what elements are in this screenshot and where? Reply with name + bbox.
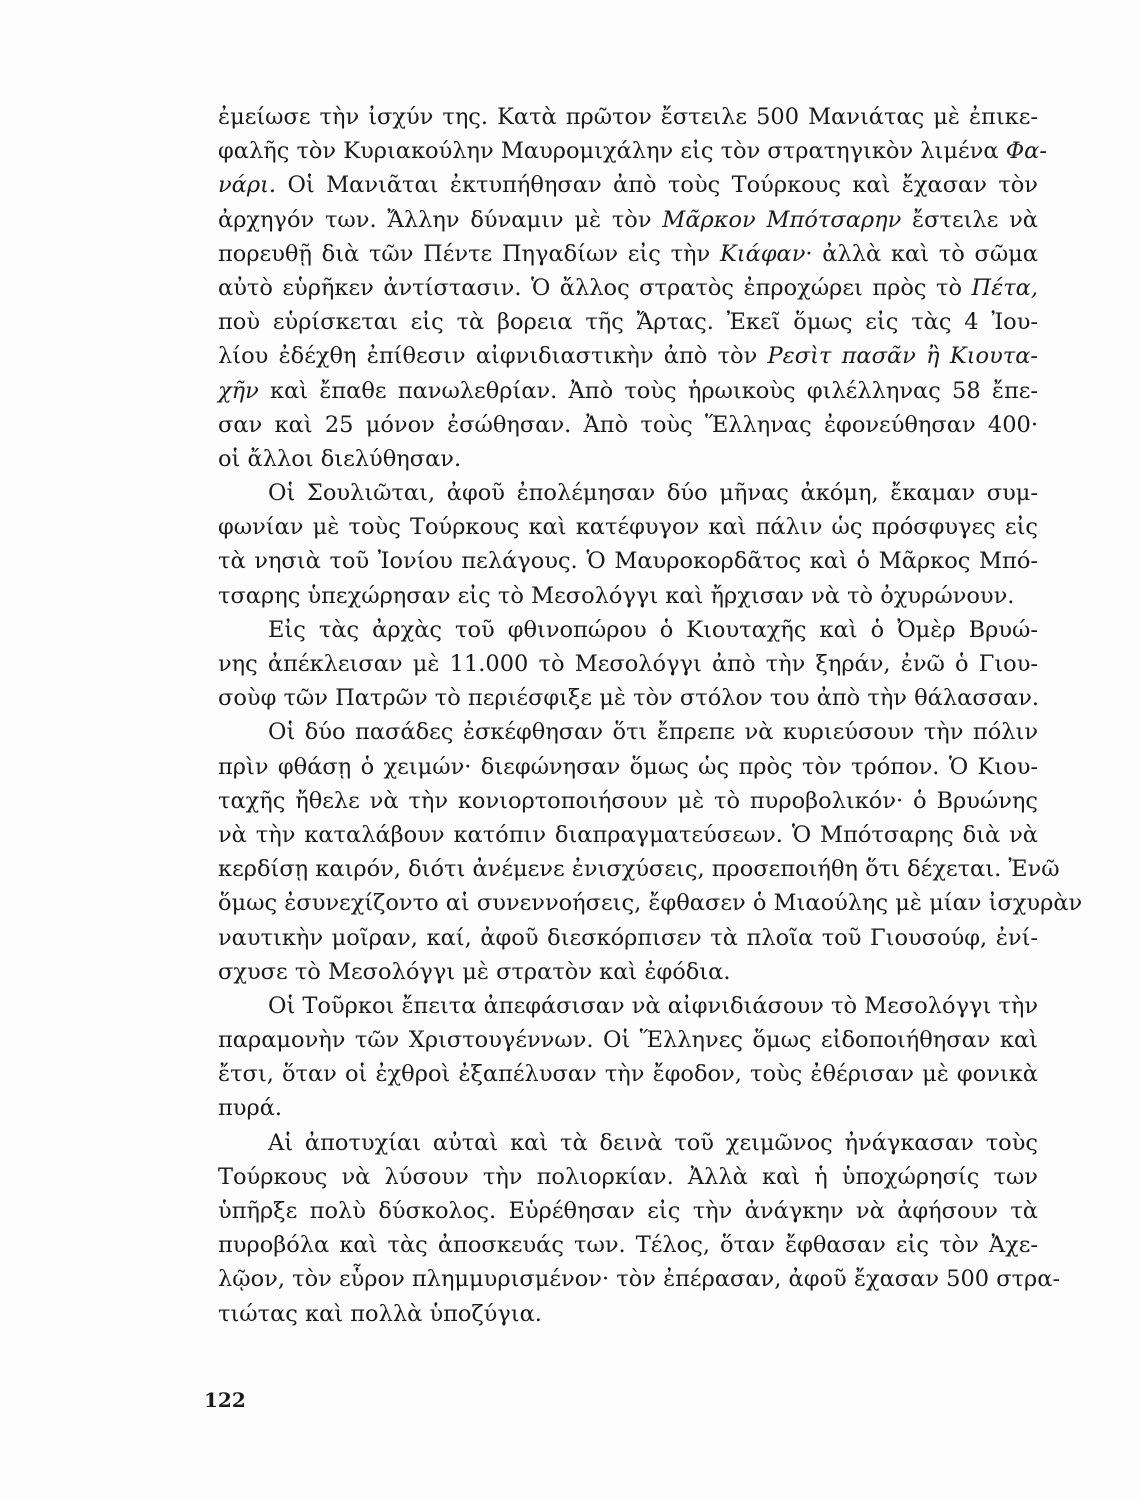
text-line <box>218 1194 1038 1228</box>
italic-text-run: Κιάφαν· <box>719 240 813 267</box>
text-line <box>218 1297 1038 1331</box>
text-run: πυρά. <box>218 1095 283 1122</box>
text-run: λίου ἐδέχθη ἐπίθεσιν αἰφνιδιαστικὴν ἀπὸ τὸν <box>218 343 768 370</box>
text-run: σαν καὶ 25 μόνον ἐσώθησαν. Ἀπὸ τοὺς Ἕλληνας ἐφονεύθησαν 400· <box>218 411 1038 438</box>
text-line <box>218 168 1038 202</box>
text-line <box>218 1023 1038 1057</box>
text-run: τὰ νησιὰ τοῦ Ἰονίου πελάγους. Ὁ Μαυροκορδᾶτος καὶ ὁ Μᾶρκος Μπό- <box>218 548 1038 575</box>
text-run: ἔστειλε νὰ <box>901 206 1038 233</box>
paragraph <box>218 100 1047 476</box>
text-line <box>218 408 1038 442</box>
text-run: ἐμείωσε τὴν ἰσχύν της. Κατὰ πρῶτον ἔστειλε 500 Μανιάτας μὲ ἐπικε- <box>218 104 1038 130</box>
text-line <box>218 579 1038 613</box>
text-run: ταχῆς ἤθελε νὰ τὴν κονιορτοποιήσουν μὲ τὸ πυροβολικόν· ὁ Βρυώνης <box>218 787 1038 814</box>
text-run: Οἱ δύο πασάδες ἐσκέφθησαν ὅτι ἔπρεπε νὰ κυριεύσουν τὴν πόλιν <box>268 719 1038 746</box>
text-line <box>218 886 1083 920</box>
text-line <box>218 613 1038 647</box>
text-run: οἱ ἄλλοι διελύθησαν. <box>218 445 462 472</box>
text-run: ναυτικὴν μοῖραν, καί, ἀφοῦ διεσκόρπισεν τὰ πλοῖα τοῦ Γιουσούφ, ἐνί- <box>218 924 1038 951</box>
text-run: λῷον, τὸν εὗρον πλημμυρισμένον· τὸν ἐπέρασαν, ἀφοῦ ἔχασαν 500 στρα- <box>218 1266 1061 1293</box>
text-run: ποὺ εὑρίσκεται εἰς τὰ βορεια τῆς Ἄρτας. Ἐκεῖ ὅμως εἰς τὰς 4 Ἰου- <box>218 309 1038 336</box>
text-run: σχυσε τὸ Μεσολόγγι μὲ στρατὸν καὶ ἐφόδια. <box>218 958 731 985</box>
text-run: Οἱ Τοῦρκοι ἔπειτα ἀπεφάσισαν νὰ αἰφνιδιάσουν τὸ Μεσολόγγι τὴν <box>268 992 1039 1019</box>
text-line <box>218 1160 1038 1194</box>
text-line <box>218 647 1038 681</box>
text-run: αὐτὸ εὑρῆκεν ἀντίστασιν. Ὁ ἄλλος στρατὸς ἐπροχώρει πρὸς τὸ <box>218 274 972 301</box>
text-line <box>218 271 1038 305</box>
text-run: κερδίσῃ καιρόν, διότι ἀνέμενε ἐνισχύσεις, προσεποιήθη ὅτι δέχεται. Ἐνῶ <box>218 856 1060 883</box>
text-line <box>218 510 1038 544</box>
text-run: ἀρχηγόν των. Ἄλλην δύναμιν μὲ τὸν <box>218 206 663 233</box>
text-line <box>218 852 1060 886</box>
text-line <box>218 715 1038 749</box>
italic-text-run: Φα- <box>1005 138 1047 165</box>
text-run: παραμονὴν τῶν Χριστουγέννων. Οἱ Ἕλληνες ὅμως εἰδοποιήθησαν καὶ <box>218 1027 1038 1054</box>
text-run: Οἱ Σουλιῶται, ἀφοῦ ἐπολέμησαν δύο μῆνας ἀκόμη, ἔκαμαν συμ- <box>268 480 1038 507</box>
italic-text-run: Μᾶρκον Μπότσαρην <box>662 206 902 233</box>
text-line <box>218 476 1038 510</box>
text-run: ἔτσι, ὅταν οἱ ἐχθροὶ ἐξαπέλυσαν τὴν ἔφοδον, τοὺς ἐθέρισαν μὲ φονικὰ <box>218 1061 1038 1088</box>
text-run: πορευθῇ διὰ τῶν Πέντε Πηγαδίων εἰς τὴν <box>218 240 720 267</box>
text-line <box>218 339 1038 373</box>
text-line <box>218 784 1038 818</box>
text-line <box>218 1057 1038 1091</box>
text-line <box>218 134 1047 168</box>
text-run: Αἱ ἀποτυχίαι αὐταὶ καὶ τὰ δεινὰ τοῦ χειμῶνος ἠνάγκασαν τοὺς <box>268 1129 1038 1156</box>
body-text <box>218 100 1083 1331</box>
page-number: 122 <box>204 1388 246 1412</box>
text-run: ἀλλὰ καὶ τὸ σῶμα <box>812 240 1038 267</box>
text-line <box>218 1091 1038 1125</box>
text-run: Τούρκους νὰ λύσουν τὴν πολιορκίαν. Ἀλλὰ καὶ ἡ ὑποχώρησίς των <box>218 1163 1038 1190</box>
text-line <box>218 1262 1061 1296</box>
text-line <box>218 818 1038 852</box>
text-line <box>218 305 1038 339</box>
text-line <box>218 374 1038 408</box>
paragraph <box>218 715 1083 989</box>
italic-text-run: χῆν <box>218 377 259 404</box>
paragraph <box>218 476 1038 613</box>
text-run: σοὺφ τῶν Πατρῶν τὸ περιέσφιξε μὲ τὸν στόλον του ἀπὸ τὴν θάλασσαν. <box>218 685 1040 712</box>
text-line <box>218 544 1038 578</box>
text-run: τιώτας καὶ πολλὰ ὑποζύγια. <box>218 1300 542 1327</box>
text-line <box>218 1228 1038 1262</box>
text-line <box>218 1126 1038 1160</box>
text-line <box>218 203 1038 237</box>
text-line <box>218 100 1038 134</box>
text-run: Εἰς τὰς ἀρχὰς τοῦ φθινοπώρου ὁ Κιουταχῆς καὶ ὁ Ὀμὲρ Βρυώ- <box>268 616 1038 643</box>
text-run: φαλῆς τὸν Κυριακούλην Μαυρομιχάλην εἰς τὸν στρατηγικὸν λιμένα <box>218 138 1006 165</box>
text-run: καὶ ἔπαθε πανωλεθρίαν. Ἀπὸ τοὺς ἡρωικοὺς φιλέλληνας 58 ἔπε- <box>258 377 1038 404</box>
text-run: νης ἀπέκλεισαν μὲ 11.000 τὸ Μεσολόγγι ἀπὸ τὴν ξηράν, ἐνῶ ὁ Γιου- <box>218 651 1038 677</box>
italic-text-run: Πέτα, <box>971 274 1038 301</box>
text-line <box>218 442 1038 476</box>
text-run: ὑπῆρξε πολὺ δύσκολος. Εὑρέθησαν εἰς τὴν ἀνάγκην νὰ ἀφήσουν τὰ <box>218 1198 1038 1224</box>
italic-text-run: Ρεσὶτ πασᾶν ἢ Κιουτα- <box>767 343 1038 370</box>
text-line <box>218 237 1038 271</box>
text-run: Οἱ Μανιᾶται ἐκτυπήθησαν ἀπὸ τοὺς Τούρκους καὶ ἔχασαν τὸν <box>276 172 1038 199</box>
italic-text-run: νάρι. <box>218 172 277 199</box>
text-run: νὰ τὴν καταλάβουν κατόπιν διαπραγματεύσεων. Ὁ Μπότσαρης διὰ νὰ <box>218 821 1038 848</box>
text-line <box>218 750 1038 784</box>
paragraph <box>218 613 1038 716</box>
text-run: πυροβόλα καὶ τὰς ἀποσκευάς των. Τέλος, ὅταν ἔφθασαν εἰς τὸν Ἀχε- <box>218 1232 1038 1259</box>
text-run: ὅμως ἐσυνεχίζοντο αἱ συνεννοήσεις, ἔφθασεν ὁ Μιαούλης μὲ μίαν ἰσχυρὰν <box>218 890 1083 917</box>
text-line <box>218 921 1038 955</box>
text-run: τσαρης ὑπεχώρησαν εἰς τὸ Μεσολόγγι καὶ ἤρχισαν νὰ τὸ ὀχυρώνουν. <box>218 582 1015 609</box>
text-run: φωνίαν μὲ τοὺς Τούρκους καὶ κατέφυγον καὶ πάλιν ὡς πρόσφυγες εἰς <box>218 514 1038 541</box>
text-run: πρὶν φθάσῃ ὁ χειμών· διεφώνησαν ὅμως ὡς πρὸς τὸν τρόπον. Ὁ Κιου- <box>218 753 1038 780</box>
text-line <box>218 681 1038 715</box>
paragraph <box>218 1126 1061 1331</box>
text-line <box>218 989 1038 1023</box>
text-line <box>218 955 1038 989</box>
paragraph <box>218 989 1038 1126</box>
